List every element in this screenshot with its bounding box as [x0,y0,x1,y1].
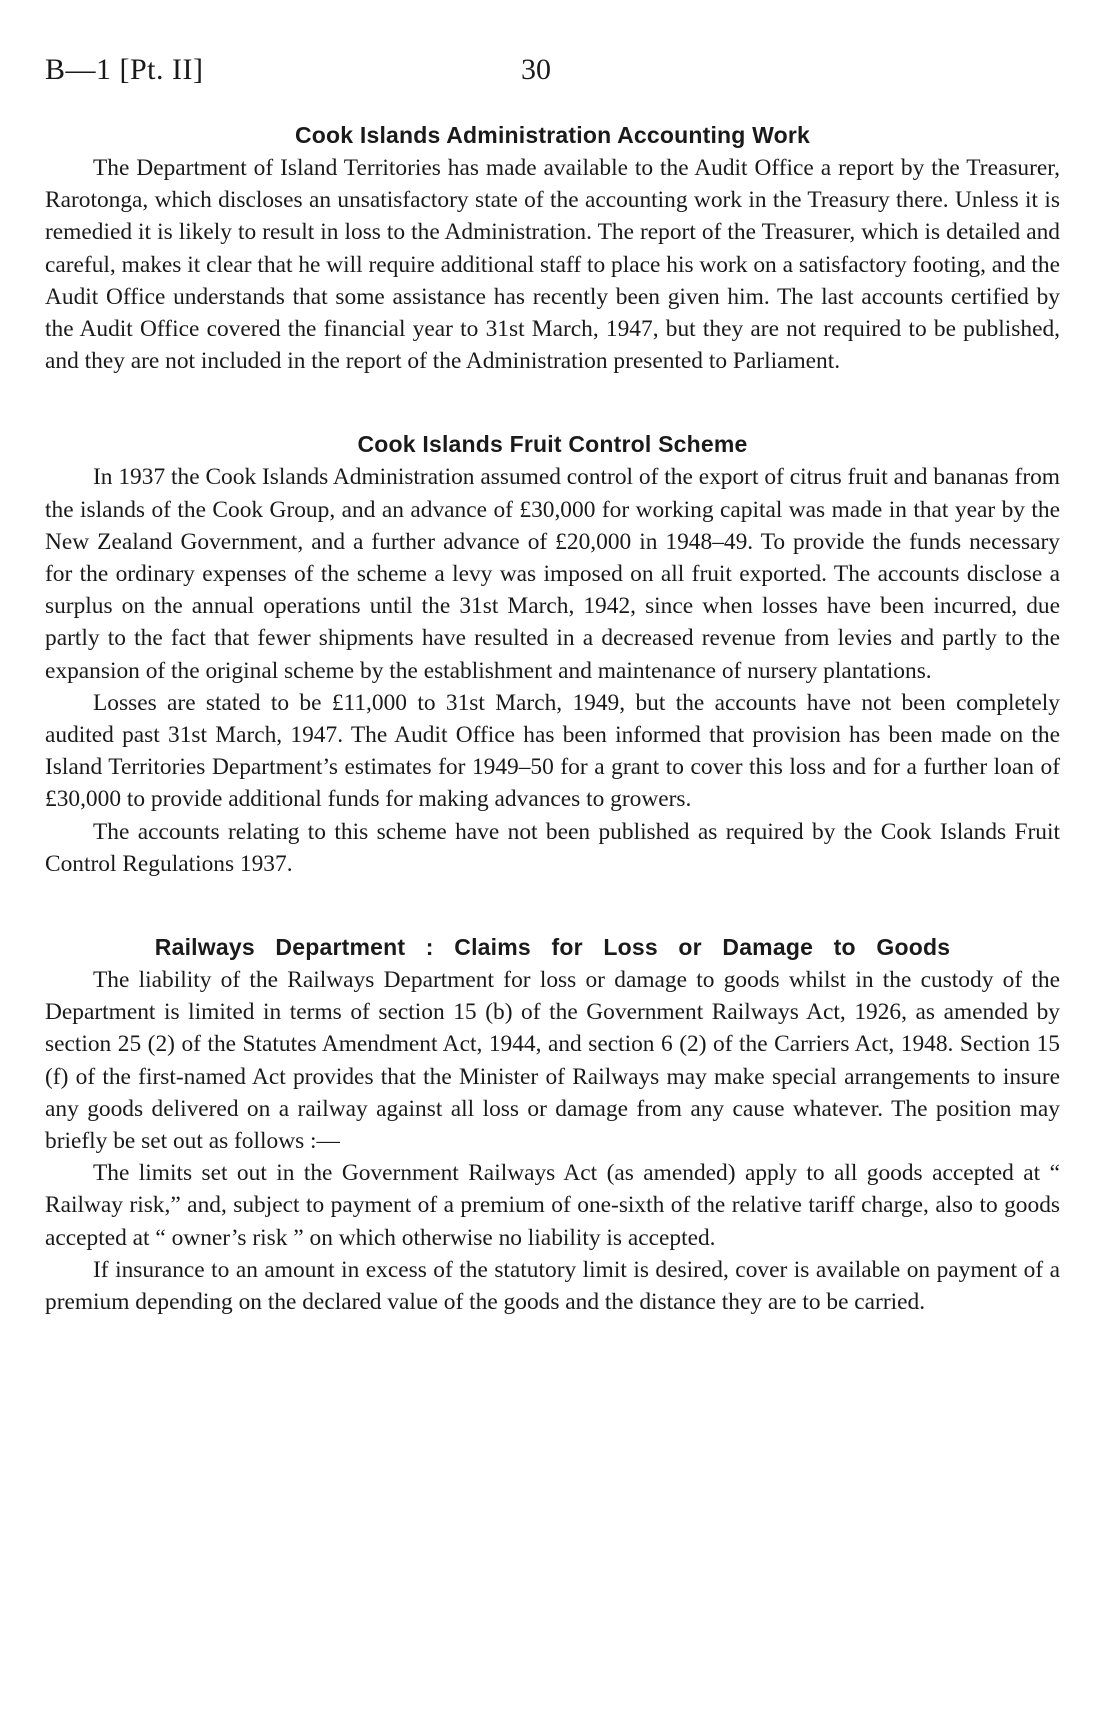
page-content [45,118,1060,1318]
section-accounting-work [45,118,1060,377]
section-fruit-control-scheme [45,427,1060,880]
paragraph: The Department of Island Territories has made available to the Audit Office a report by the Treasurer, Rarotonga, which discloses an unsatisfactory state of the accounting work in the Treasury there. Unless it is remedied it is likely to result in loss to the Administration. The report of the Treasurer, which is detailed and careful, makes it clear that he will require additional staff to place his work on a satisfactory footing, and the Audit Office understands that some assistance has recently been given him. The last accounts certified by the Audit Office covered the financial year to 31st March, 1947, but they are not required to be published, and they are not included in the report of the Administration presented to Parliament. [45,155,1060,375]
section-heading: Cook Islands Fruit Control Scheme [357,431,748,458]
paragraph: Losses are stated to be £11,000 to 31st March, 1949, but the accounts have not been completely audited past 31st March, 1947. The Audit Office has been informed that provision has been made on the Island Territories Department’s estimates for 1949–50 for a grant to cover this loss and for a further loan of £30,000 to provide additional funds for making advances to growers. [45,689,1060,813]
running-header [45,50,1060,90]
document-reference: B—1 [Pt. II] [45,53,204,86]
section-railways-claims [45,930,1060,1318]
page-number: 30 [521,53,551,86]
section-heading: Cook Islands Administration Accounting Work [294,122,811,148]
paragraph: The accounts relating to this scheme have not been published as required by the Cook Islands Fruit Control Regulations 1937. [45,818,1060,877]
document-page [45,0,1060,1716]
paragraph: The liability of the Railways Department for loss or damage to goods whilst in the custody of the Department is limited in terms of section 15 (b) of the Government Railways Act, 1926, as amended by section 25 (2) of the Statutes Amendment Act, 1944, and section 6 (2) of the Carriers Act, 1948. Section 15 (f) of the first-named Act provides that the Minister of Railways may make special arrangements to insure any goods delivered on a railway against all loss or damage from any cause whatever. The position may briefly be set out as follows :— [45,967,1060,1155]
paragraph: In 1937 the Cook Islands Administration assumed control of the export of citrus fruit and bananas from the islands of the Cook Group, and an advance of £30,000 for working capital was made in that year by the New Zealand Government, and a further advance of £20,000 in 1948–49. To provide the funds necessary for the ordinary expenses of the scheme a levy was imposed on all fruit exported. The accounts disclose a surplus on the annual operations until the 31st March, 1942, since when losses have been incurred, due partly to the fact that fewer shipments have resulted in a decreased revenue from levies and partly to the expansion of the original scheme by the establishment and maintenance of nursery plantations. [45,464,1060,684]
section-heading: Railways Department : Claims for Loss or Damage to Goods [154,934,951,961]
paragraph: If insurance to an amount in excess of the statutory limit is desired, cover is available on payment of a premium depending on the declared value of the goods and the distance they are to be carried. [45,1256,1060,1316]
paragraph: The limits set out in the Government Railways Act (as amended) apply to all goods accepted at “ Railway risk,” and, subject to payment of a premium of one-sixth of the relative tariff charge, also to goods accepted at “ owner’s risk ” on which otherwise no liability is accepted. [45,1160,1060,1251]
